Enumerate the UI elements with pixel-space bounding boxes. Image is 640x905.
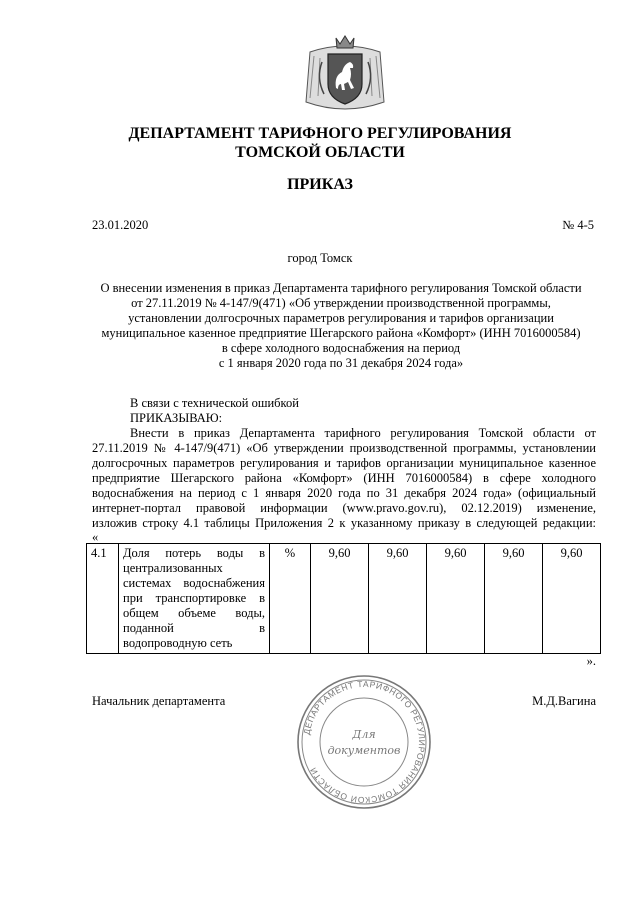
subject-line: О внесении изменения в приказ Департамента тарифного регулирования Томской области xyxy=(100,281,582,295)
body-line: 27.11.2019 № 4-147/9(471) «Об утверждении производственной программы, установлении xyxy=(92,441,596,455)
document-subject xyxy=(86,281,596,371)
document-date: 23.01.2020 xyxy=(92,218,149,232)
row-indicator-name: Доля потерь воды в централизованных системах водоснабжения при транспортировке в общем объеме воды, поданной в водопроводную сеть xyxy=(119,544,270,654)
row-value-2024: 9,60 xyxy=(543,544,601,654)
quote-open: « xyxy=(92,530,99,544)
body-paragraph xyxy=(92,426,596,531)
document-city: город Томск xyxy=(287,251,353,265)
signer-name: М.Д.Вагина xyxy=(532,694,596,708)
body-line: изложив строку 4.1 таблицы Приложения 2 к указанному приказу в следующей редакции: xyxy=(92,516,596,530)
body-line: водоснабжения на период с 1 января 2020 года по 31 декабря 2024 года» (официальный xyxy=(92,486,596,500)
coat-of-arms-icon xyxy=(300,32,390,118)
row-value-2023: 9,60 xyxy=(485,544,543,654)
svg-text:ДЕПАРТАМЕНТ ТАРИФНОГО РЕГУЛИРО: ДЕПАРТАМЕНТ ТАРИФНОГО РЕГУЛИРОВАНИЯ ТОМСКОЙ ОБЛАСТИ xyxy=(301,678,428,806)
svg-text:документов: документов xyxy=(327,744,401,757)
order-word: ПРИКАЗЫВАЮ: xyxy=(130,411,223,425)
subject-line: муниципальное казенное предприятие Шегарского района «Комфорт» (ИНН 7016000584) xyxy=(101,326,581,340)
row-unit: % xyxy=(270,544,311,654)
quote-close: ». xyxy=(586,654,596,668)
row-value-2021: 9,60 xyxy=(369,544,427,654)
stamp-seal-icon xyxy=(294,672,434,812)
subject-line: в сфере холодного водоснабжения на период xyxy=(221,341,461,355)
subject-line: установлении долгосрочных параметров регулирования и тарифов организации xyxy=(128,311,554,325)
intro-block xyxy=(130,396,299,426)
intro-reason: В связи с технической ошибкой xyxy=(130,396,299,410)
svg-text:Для: Для xyxy=(352,728,376,741)
row-value-2022: 9,60 xyxy=(427,544,485,654)
body-line: долгосрочных параметров регулирования и тарифов организации муниципальное казенное xyxy=(92,456,596,470)
amended-table xyxy=(86,543,601,654)
document-type: ПРИКАЗ xyxy=(287,176,353,193)
body-line: интернет-портал правовой информации (www.pravo.gov.ru), 02.12.2019) изменение, xyxy=(92,501,596,515)
department-title-line1: ДЕПАРТАМЕНТ ТАРИФНОГО РЕГУЛИРОВАНИЯ xyxy=(128,125,512,142)
body-line: Внести в приказ Департамента тарифного регулирования Томской области от xyxy=(130,426,596,440)
subject-line: от 27.11.2019 № 4-147/9(471) «Об утверждении производственной программы, xyxy=(131,296,551,310)
document-number: № 4-5 xyxy=(562,218,594,232)
signer-position: Начальник департамента xyxy=(92,694,226,708)
table-row xyxy=(87,544,601,654)
body-line: предприятие Шегарского района «Комфорт» (ИНН 7016000584) в сфере холодного xyxy=(92,471,596,485)
row-number: 4.1 xyxy=(87,544,119,654)
row-value-2020: 9,60 xyxy=(311,544,369,654)
subject-line: с 1 января 2020 года по 31 декабря 2024 года» xyxy=(218,356,464,370)
department-title-line2: ТОМСКОЙ ОБЛАСТИ xyxy=(235,144,405,161)
